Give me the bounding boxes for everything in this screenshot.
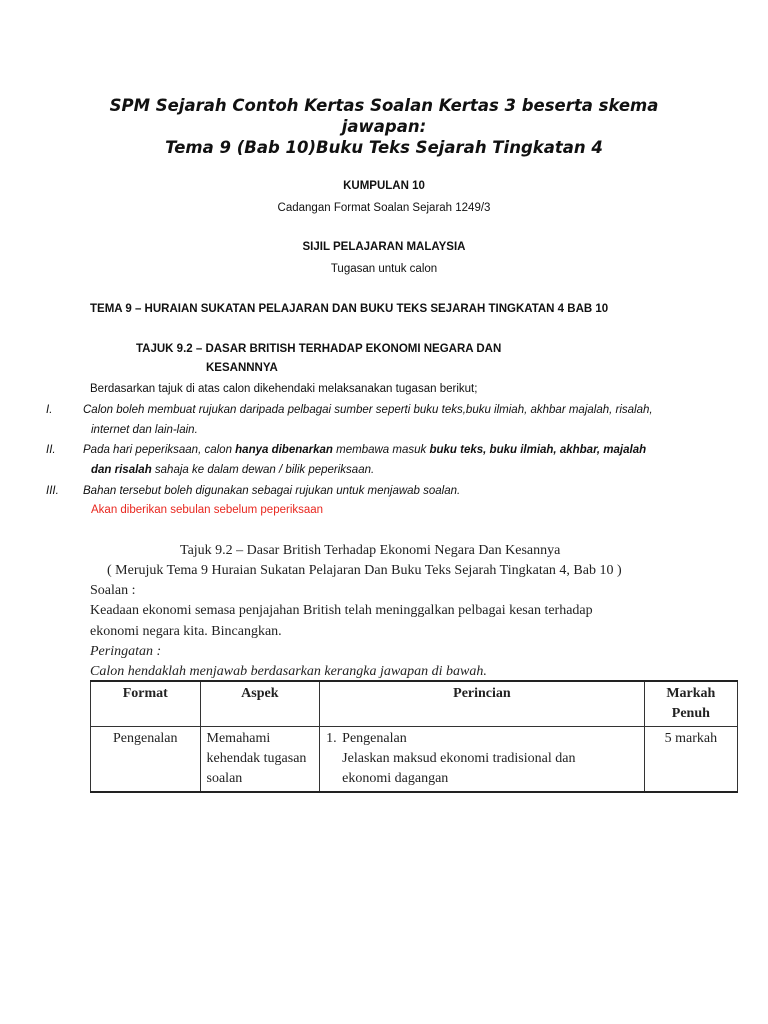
soalan-line1: Keadaan ekonomi semasa penjajahan British telah meninggalkan pelbagai kesan terhadap	[90, 603, 593, 618]
item-2-text-e: dan risalah	[91, 464, 152, 476]
cell-aspek	[200, 727, 320, 793]
answer-framework-table	[90, 680, 738, 793]
header-markah-line1: Markah	[666, 686, 716, 701]
header-format: Format	[91, 681, 201, 727]
notice-text: Akan diberikan sebulan sebelum peperiksaan	[91, 504, 324, 516]
peringatan-label: Peringatan :	[90, 644, 162, 659]
soalan-label: Soalan :	[90, 583, 136, 598]
doc-title-line1: SPM Sejarah Contoh Kertas Soalan Kertas 3 beserta skema	[109, 96, 659, 115]
tugasan-text: Tugasan untuk calon	[330, 263, 438, 275]
kumpulan-heading: KUMPULAN 10	[343, 180, 425, 192]
item-2-line1	[83, 444, 646, 456]
item-2-text-c: membawa masuk	[332, 444, 430, 456]
item-2-number: II.	[46, 444, 56, 456]
soalan-line2: ekonomi negara kita. Bincangkan.	[90, 624, 282, 639]
header-markah-line2: Penuh	[671, 706, 710, 721]
tema-heading: TEMA 9 – HURAIAN SUKATAN PELAJARAN DAN BUKU TEKS SEJARAH TINGKATAN 4 BAB 10	[90, 303, 609, 315]
merujuk-text: ( Merujuk Tema 9 Huraian Sukatan Pelajaran Dan Buku Teks Sejarah Tingkatan 4, Bab 10 )	[107, 563, 622, 578]
cell-perincian	[320, 727, 645, 793]
aspek-line3: soalan	[206, 771, 243, 786]
item-2-text-d: buku teks, buku ilmiah, akhbar, majalah	[429, 444, 647, 456]
cadangan-text: Cadangan Format Soalan Sejarah 1249/3	[277, 202, 491, 214]
perincian-line1: Jelaskan maksud ekonomi tradisional dan	[342, 751, 576, 766]
item-2-text-f: sahaja ke dalam dewan / bilik peperiksaan.	[151, 464, 375, 476]
header-aspek: Aspek	[200, 681, 320, 727]
item-2-line2	[91, 464, 374, 476]
table-header-row	[91, 681, 738, 727]
peringatan-text: Calon hendaklah menjawab berdasarkan kerangka jawapan di bawah.	[90, 664, 487, 679]
perincian-number: 1.	[326, 731, 337, 746]
aspek-line2: kehendak tugasan	[206, 751, 307, 766]
item-1-line2: internet dan lain-lain.	[91, 424, 198, 436]
doc-title-line2: jawapan:	[341, 117, 427, 136]
perincian-line2: ekonomi dagangan	[342, 771, 449, 786]
cell-format: Pengenalan	[91, 727, 201, 793]
tajuk-serif-title: Tajuk 9.2 – Dasar British Terhadap Ekonomi Negara Dan Kesannya	[180, 543, 561, 558]
header-perincian: Perincian	[320, 681, 645, 727]
cell-markah: 5 markah	[644, 727, 737, 793]
table-row	[91, 727, 738, 793]
doc-title-line3: Tema 9 (Bab 10)Buku Teks Sejarah Tingkatan 4	[165, 138, 603, 157]
item-2-text-a: Pada hari peperiksaan, calon	[83, 444, 236, 456]
header-markah	[644, 681, 737, 727]
item-3-number: III.	[46, 485, 59, 497]
intro-text: Berdasarkan tajuk di atas calon dikehendaki melaksanakan tugasan berikut;	[90, 383, 478, 395]
tajuk-heading-line1: TAJUK 9.2 – DASAR BRITISH TERHADAP EKONOMI NEGARA DAN	[136, 343, 502, 355]
item-1-number: I.	[46, 404, 53, 416]
sijil-heading: SIJIL PELAJARAN MALAYSIA	[302, 241, 466, 253]
item-2-text-b: hanya dibenarkan	[235, 444, 333, 456]
aspek-line1: Memahami	[206, 731, 271, 746]
item-1-line1: Calon boleh membuat rujukan daripada pelbagai sumber seperti buku teks,buku ilmiah, akhbar majalah, risalah,	[83, 404, 653, 416]
tajuk-heading-line2: KESANNNYA	[206, 362, 278, 374]
perincian-heading: Pengenalan	[342, 731, 407, 746]
item-3-line1: Bahan tersebut boleh digunakan sebagai rujukan untuk menjawab soalan.	[83, 485, 461, 497]
